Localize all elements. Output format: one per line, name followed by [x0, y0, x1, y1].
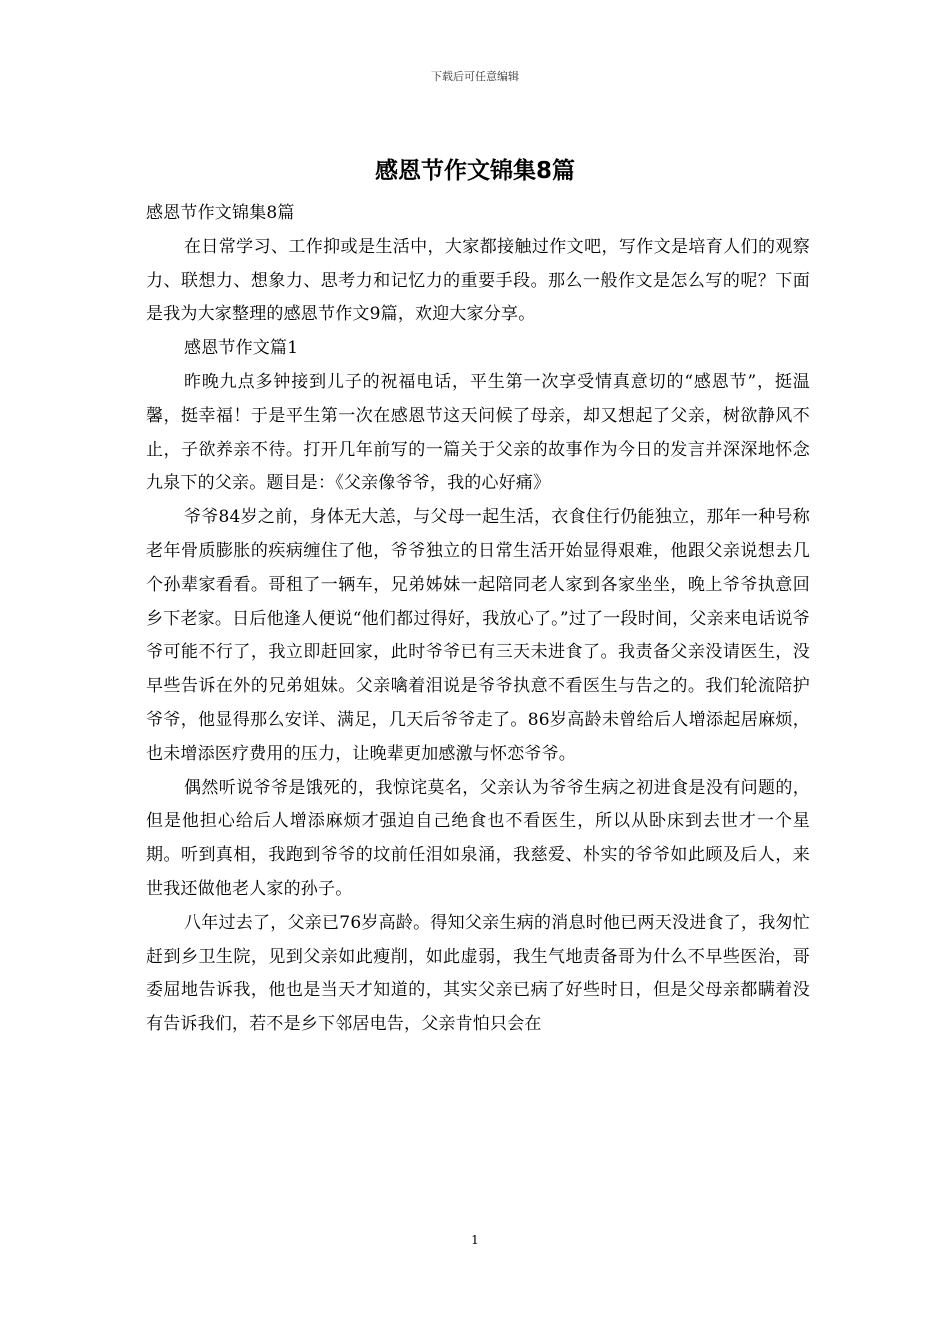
paragraph: 八年过去了，父亲已76岁高龄。得知父亲生病的消息时他已两天没进食了，我匆忙赶到乡卫生院，见到父亲如此瘦削，如此虚弱，我生气地责备哥为什么不早些医治，哥委屈地告诉我，他也是当天才知道的，其实父亲已病了好些时日，但是父母亲都瞒着没有告诉我们，若不是乡下邻居电告，父亲肯怕只会在	[146, 912, 810, 1035]
paragraph: 爷爷84岁之前，身体无大恙，与父母一起生活，衣食住行仍能独立，那年一种号称老年骨质膨胀的疾病缠住了他，爷爷独立的日常生活开始显得艰难，他跟父亲说想去几个孙辈家看看。哥租了一辆车，兄弟姊妹一起陪同老人家到各家坐坐，晚上爷爷执意回乡下老家。日后他逢人便说“他们都过得好，我放心了。”过了一段时间，父亲来电话说爷爷可能不行了，我立即赶回家，此时爷爷已有三天未进食了。我责备父亲没请医生，没早些告诉在外的兄弟姐妹。父亲噙着泪说是爷爷执意不看医生与告之的。我们轮流陪护爷爷，他显得那么安详、满足，几天后爷爷走了。86岁高龄未曾给后人增添起居麻烦，也未增添医疗费用的压力，让晚辈更加感激与怀恋爷爷。	[146, 507, 810, 764]
document-body	[146, 197, 810, 1042]
page-header: 下载后可任意编辑	[431, 70, 519, 83]
document-title: 感恩节作文锦集8篇	[374, 158, 575, 184]
section-heading: 感恩节作文篇1	[184, 338, 299, 359]
paragraph: 偶然听说爷爷是饿死的，我惊诧莫名，父亲认为爷爷生病之初进食是没有问题的，但是他担心给后人增添麻烦才强迫自己绝食也不看医生，所以从卧床到去世才一个星期。听到真相，我跑到爷爷的坟前任泪如泉涌，我慈爱、朴实的爷爷如此顾及后人，来世我还做他老人家的孙子。	[146, 777, 810, 899]
page-number: 1	[471, 1233, 479, 1247]
paragraph: 昨晚九点多钟接到儿子的祝福电话，平生第一次享受情真意切的“感恩节”，挺温馨，挺幸福！于是平生第一次在感恩节这天问候了母亲，却又想起了父亲，树欲静风不止，子欲养亲不待。打开几年前写的一篇关于父亲的故事作为今日的发言并深深地怀念九泉下的父亲。题目是：《父亲像爷爷，我的心好痛》	[146, 371, 810, 494]
paragraph-intro: 在日常学习、工作抑或是生活中，大家都接触过作文吧，写作文是培育人们的观察力、联想力、想象力、思考力和记忆力的重要手段。那么一般作文是怎么写的呢？下面是我为大家整理的感恩节作文9篇，欢迎大家分享。	[146, 236, 810, 325]
document-subtitle: 感恩节作文锦集8篇	[146, 203, 295, 223]
